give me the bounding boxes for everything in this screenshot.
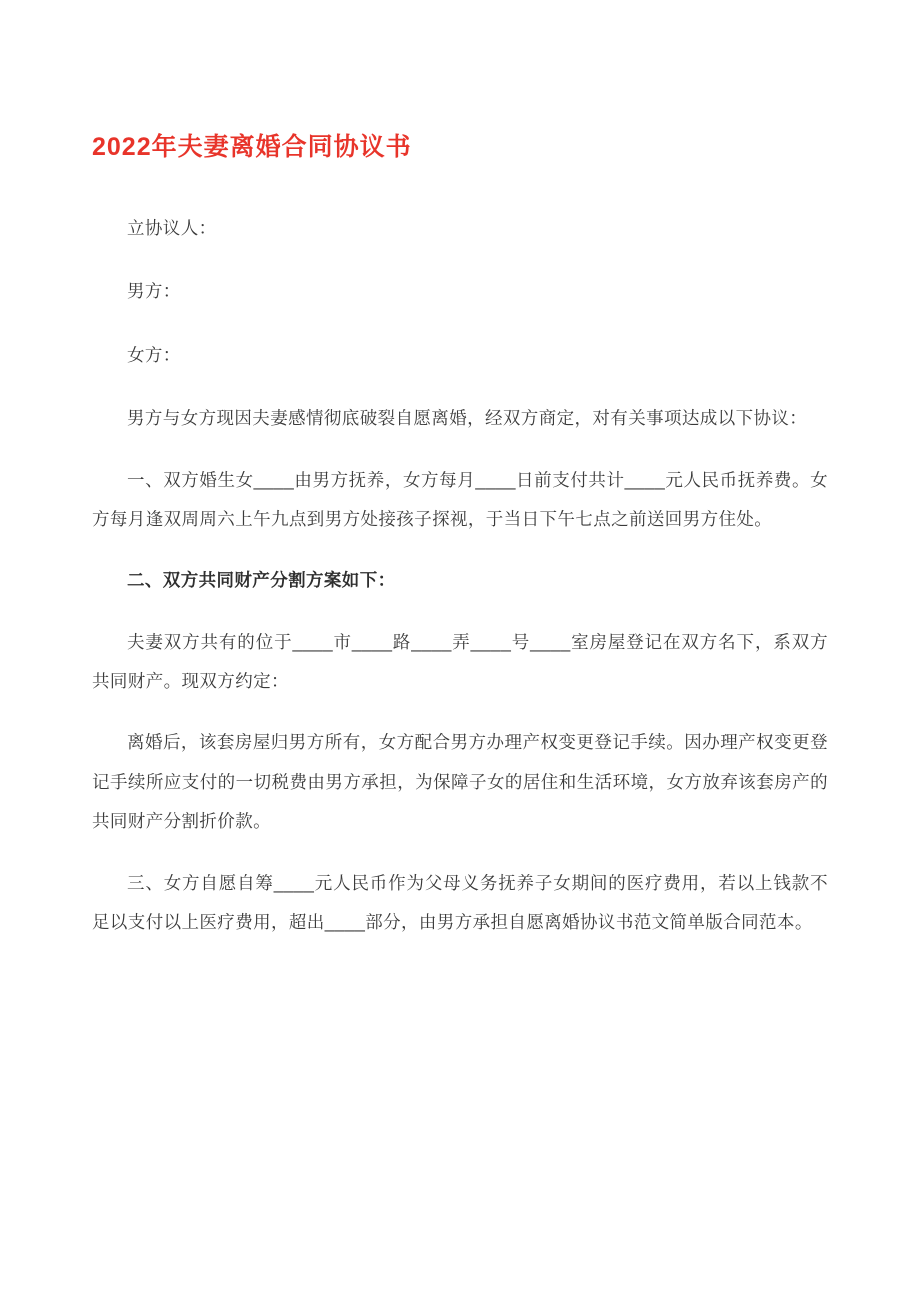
paragraph-clause-three-medical: 三、女方自愿自筹____元人民币作为父母义务抚养子女期间的医疗费用，若以上钱款不足以支付以上医疗费用，超出____部分，由男方承担自愿离婚协议书范文简单版合同范本。 xyxy=(92,872,828,932)
paragraph-clause-one-custody: 一、双方婚生女____由男方抚养，女方每月____日前支付共计____元人民币抚养费。女方每月逢双周周六上午九点到男方处接孩子探视，于当日下午七点之前送回男方住处。 xyxy=(92,469,828,529)
page-title: 2022年夫妻离婚合同协议书 xyxy=(92,133,412,161)
paragraph-male-party: 男方： xyxy=(127,281,181,302)
paragraph-property-location: 夫妻双方共有的位于____市____路____弄____号____室房屋登记在双方名下，系双方共同财产。现双方约定： xyxy=(92,631,828,691)
paragraph-clause-two-heading: 二、双方共同财产分割方案如下： xyxy=(127,570,396,591)
paragraph-property-allocation: 离婚后，该套房屋归男方所有，女方配合男方办理产权变更登记手续。因办理产权变更登记手续所应支付的一切税费由男方承担，为保障子女的居住和生活环境，女方放弃该套房产的共同财产分割折价款。 xyxy=(92,732,828,832)
paragraph-agreement-parties: 立协议人： xyxy=(127,218,217,238)
paragraph-female-party: 女方： xyxy=(127,344,181,365)
paragraph-preamble: 男方与女方现因夫妻感情彻底破裂自愿离婚，经双方商定，对有关事项达成以下协议： xyxy=(127,408,808,429)
